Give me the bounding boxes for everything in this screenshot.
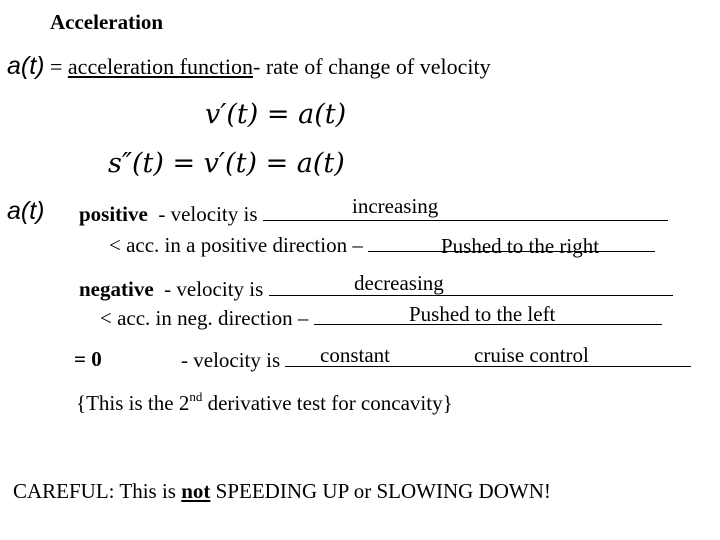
zero-prompt: - velocity is [181, 348, 281, 372]
negative-label: negative [79, 277, 154, 301]
eq1-rhs: a(t) [298, 99, 347, 130]
careful-warning [13, 479, 551, 504]
note-after: derivative test for concavity} [202, 391, 453, 415]
careful-before: CAREFUL: This is [13, 479, 182, 503]
positive-sub-answer: Pushed to the right [441, 234, 600, 258]
positive-label: positive [79, 202, 148, 226]
equation-velocity-derivative [205, 99, 346, 130]
definition-term: acceleration function [67, 54, 253, 79]
eq2-part2: v′(t) [203, 148, 257, 179]
eq2-part3: a(t) [296, 148, 345, 179]
eq1-equals: = [266, 99, 290, 130]
positive-blank [263, 201, 668, 221]
negative-sub-prompt: < acc. in neg. direction – [100, 306, 309, 330]
definition-symbol: a(t) [7, 52, 45, 80]
positive-sub-prompt: < acc. in a positive direction – [109, 233, 363, 257]
negative-answer: decreasing [354, 271, 444, 295]
eq1-lhs: v′(t) [205, 99, 259, 130]
positive-answer: increasing [352, 194, 439, 218]
careful-after: SPEEDING UP or SLOWING DOWN! [210, 479, 551, 503]
page-title: Acceleration [50, 10, 164, 34]
eq2-part1: s″(t) [108, 148, 164, 179]
zero-label: = 0 [74, 347, 102, 371]
zero-answer: constant [320, 343, 390, 367]
concavity-note [76, 391, 453, 416]
negative-sub-line [100, 305, 662, 331]
zero-line [181, 347, 691, 373]
note-superscript: nd [189, 389, 203, 404]
negative-blank [269, 276, 673, 296]
definition-line [7, 52, 491, 81]
eq2-equals2: = [265, 148, 289, 179]
note-before: {This is the 2 [76, 391, 190, 415]
cases-symbol: a(t) [7, 197, 45, 225]
negative-sub-answer: Pushed to the left [409, 302, 556, 326]
equation-position-second-derivative [108, 148, 345, 179]
definition-equals: = [50, 54, 63, 79]
eq2-equals1: = [172, 148, 196, 179]
careful-emphasis: not [181, 479, 211, 503]
definition-description: - rate of change of velocity [253, 54, 491, 79]
negative-prompt: - velocity is [164, 277, 264, 301]
positive-prompt: - velocity is [158, 202, 258, 226]
zero-answer-note: cruise control [474, 343, 589, 367]
